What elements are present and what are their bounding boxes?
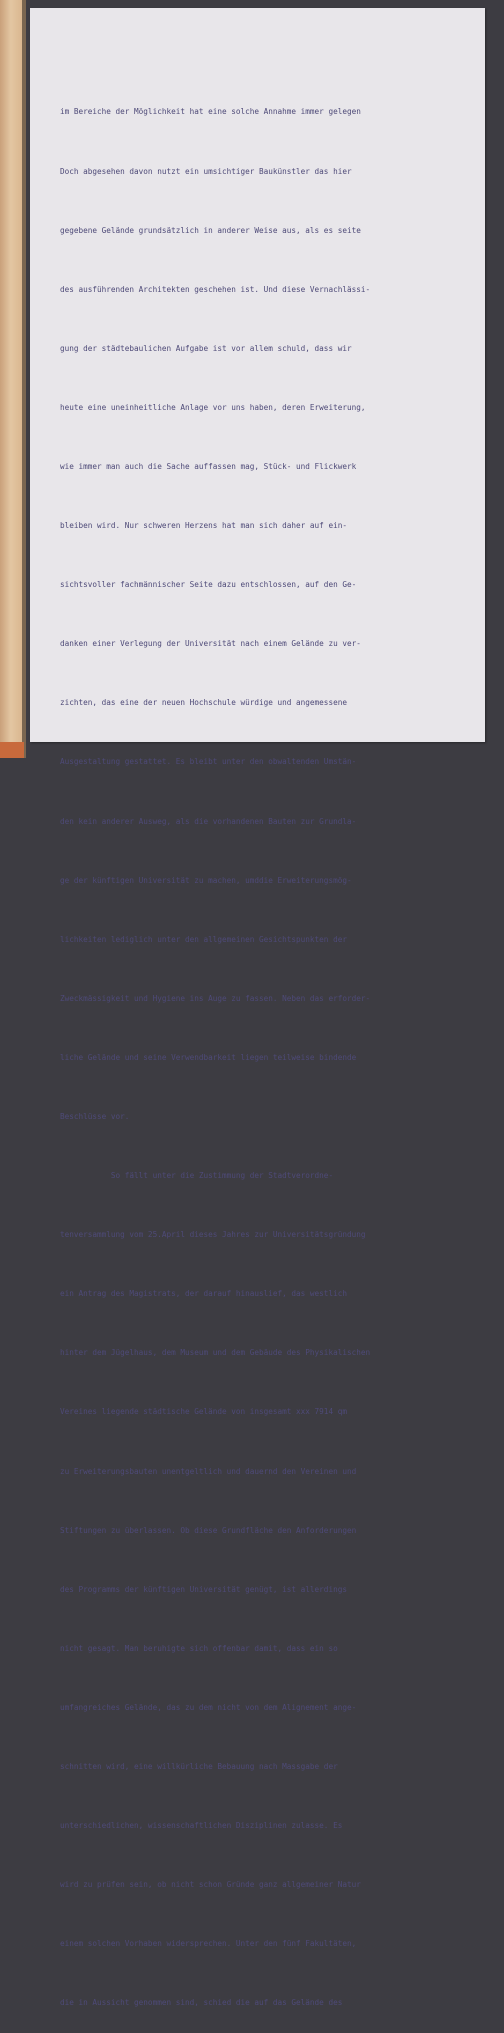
- typed-text-block: [60, 63, 470, 2033]
- paragraph-start-line: So fällt unter die Zustimmung der Stadtverordne-: [60, 1171, 334, 1181]
- text-line: zu Erweiterungsbauten unentgeltlich und dauernd den Vereinen und: [60, 1466, 357, 1476]
- text-line: Doch abgesehen davon nutzt ein umsichtiger Baukünstler das hier: [60, 166, 352, 176]
- text-line: zichten, das eine der neuen Hochschule würdige und angemessene: [60, 698, 347, 708]
- text-line: einem solchen Vorhaben widersprechen. Unter den fünf Fakultäten,: [60, 1939, 357, 1949]
- text-line: hinter dem Jügelhaus, dem Museum und dem Gebäude des Physikalischen: [60, 1348, 371, 1358]
- text-line: wie immer man auch die Sache auffassen mag, Stück- und Flickwerk: [60, 461, 357, 471]
- text-line: liche Gelände und seine Verwendbarkeit liegen teilweise bindende: [60, 1052, 357, 1062]
- text-line: des Programms der künftigen Universität genügt, ist allerdings: [60, 1584, 347, 1594]
- text-line: schnitten wird, eine willkürliche Bebauung nach Massgabe der: [60, 1762, 338, 1772]
- text-line: lichkeiten lediglich unter den allgemeinen Gesichtspunkten der: [60, 934, 347, 944]
- text-line: tenversammlung vom 25.April dieses Jahres zur Universitätsgründung: [60, 1230, 366, 1240]
- text-line: Vereines liegende städtische Gelände von insgesamt xxx 7914 qm: [60, 1407, 347, 1417]
- binding-corner: [0, 742, 24, 758]
- text-line: des ausführenden Architekten geschehen ist. Und diese Vernachlässi-: [60, 284, 371, 294]
- text-line: nicht gesagt. Man beruhigte sich offenbar damit, dass ein so: [60, 1643, 338, 1653]
- text-line: Beschlüsse vor.: [60, 1112, 130, 1121]
- text-line: im Bereiche der Möglichkeit hat eine solche Annahme immer gelegen: [60, 107, 361, 117]
- binding-edge: [22, 0, 26, 758]
- text-line: Ausgestaltung gestattet. Es bleibt unter den obwaltenden Umstän-: [60, 757, 357, 767]
- text-line: sichtsvoller fachmännischer Seite dazu entschlossen, auf den Ge-: [60, 580, 357, 590]
- text-line: danken einer Verlegung der Universität nach einem Gelände zu ver-: [60, 639, 361, 649]
- text-line: umfangreiches Gelände, das zu dem nicht von dem Alignement ange-: [60, 1702, 357, 1712]
- text-line: die in Aussicht genommen sind, schied die auf das Gelände des: [60, 1998, 343, 2008]
- text-line: bleiben wird. Nur schweren Herzens hat man sich daher auf ein-: [60, 521, 347, 531]
- text-line: ge der künftigen Universität zu machen, umddie Erweiterungsmög-: [60, 875, 352, 885]
- text-line: Stiftungen zu überlassen. Ob diese Grundfläche den Anforderungen: [60, 1525, 357, 1535]
- text-line: gung der städtebaulichen Aufgabe ist vor allem schuld, dass wir: [60, 343, 352, 353]
- text-line: den kein anderer Ausweg, als die vorhandenen Bauten zur Grundla-: [60, 816, 357, 826]
- text-line: unterschiedlichen, wissenschaftlichen Disziplinen zulasse. Es: [60, 1821, 343, 1831]
- text-line: heute eine uneinheitliche Anlage vor uns haben, deren Erweiterung,: [60, 402, 366, 412]
- book-binding: [0, 0, 24, 758]
- text-line: ein Antrag des Magistrats, der darauf hinauslief, das westlich: [60, 1289, 347, 1299]
- text-line: gegebene Gelände grundsätzlich in anderer Weise aus, als es seite: [60, 225, 361, 235]
- text-line: Zweckmässigkeit und Hygiene ins Auge zu fassen. Neben das erforder-: [60, 993, 371, 1003]
- text-line: wird zu prüfen sein, ob nicht schon Gründe ganz allgemeiner Natur: [60, 1880, 361, 1890]
